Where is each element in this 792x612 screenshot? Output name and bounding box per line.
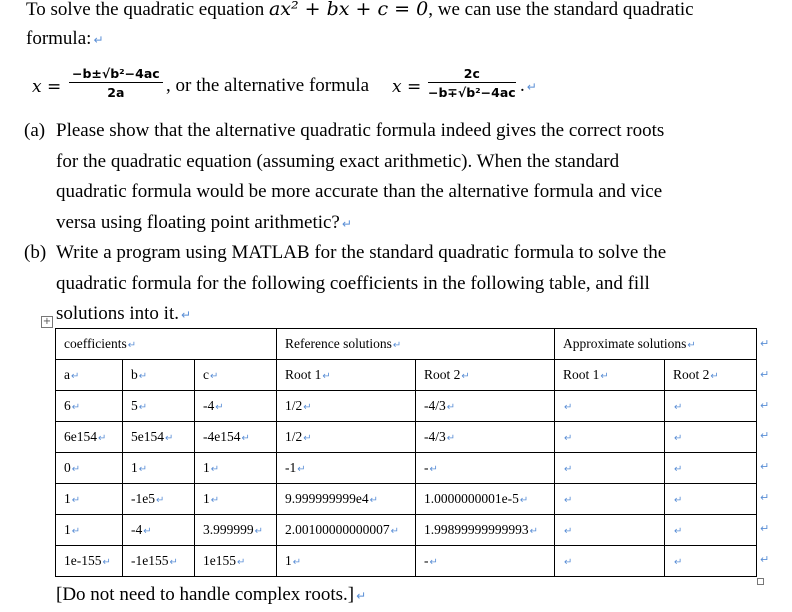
part-a-line-1: Please show that the alternative quadratic formula indeed gives the correct roots (56, 120, 665, 141)
table-row (56, 422, 757, 453)
intro-text-after: , we can use the standard quadratic (428, 0, 694, 20)
table-sub-header-row (56, 360, 757, 391)
cell-ref-root-1[interactable]: -1↵ (277, 453, 416, 484)
cell-approx-root-1[interactable]: ↵ (555, 391, 665, 422)
cell-a[interactable]: 0↵ (56, 453, 123, 484)
cell-approx-root-2[interactable]: ↵ (665, 391, 757, 422)
header-coefficients[interactable]: coefficients↵ (56, 329, 277, 360)
part-a-line-2: for the quadratic equation (assuming exact arithmetic). When the standard (56, 151, 620, 172)
cell-ref-root-1[interactable]: 1↵ (277, 546, 416, 577)
cell-ref-root-1[interactable]: 2.00100000000007↵ (277, 515, 416, 546)
cell-c[interactable]: -4↵ (195, 391, 277, 422)
cell-c[interactable]: -4e154↵ (195, 422, 277, 453)
cell-c[interactable]: 1↵ (195, 453, 277, 484)
table-row (56, 515, 757, 546)
cell-a[interactable]: 1↵ (56, 515, 123, 546)
formula-connector (166, 75, 369, 97)
cell-ref-root-2[interactable]: -↵ (416, 453, 555, 484)
paragraph-mark-icon: ↵ (356, 589, 367, 603)
table-group-header-row (56, 329, 757, 360)
header-ref-root-2[interactable]: Root 2↵ (416, 360, 555, 391)
cell-c[interactable]: 1↵ (195, 484, 277, 515)
table-row (56, 484, 757, 515)
intro-formula-label: formula: (26, 28, 92, 49)
cell-b[interactable]: 5e154↵ (123, 422, 195, 453)
footer-text: [Do not need to handle complex roots.] (56, 584, 355, 605)
header-reference-solutions[interactable]: Reference solutions↵ (277, 329, 555, 360)
cell-a[interactable]: 1e-155↵ (56, 546, 123, 577)
header-approximate-solutions[interactable]: Approximate solutions↵ (555, 329, 757, 360)
alternative-formula-fraction (428, 66, 516, 100)
cell-ref-root-1[interactable]: 1/2↵ (277, 391, 416, 422)
intro-line-1 (26, 0, 694, 21)
cell-ref-root-2[interactable]: -4/3↵ (416, 391, 555, 422)
part-a-label: (a) (24, 120, 46, 141)
cell-approx-root-1[interactable]: ↵ (555, 422, 665, 453)
paragraph-mark-icon: ↵ (341, 217, 352, 231)
cell-a[interactable]: 6↵ (56, 391, 123, 422)
cell-a[interactable]: 6e154↵ (56, 422, 123, 453)
standard-formula-fraction (69, 66, 163, 100)
part-b-line-3-text: solutions into it. (56, 303, 179, 324)
cell-ref-root-2[interactable]: -↵ (416, 546, 555, 577)
cell-b[interactable]: 5↵ (123, 391, 195, 422)
intro-text-before: To solve the quadratic equation (26, 0, 269, 20)
cell-b[interactable]: -1e155↵ (123, 546, 195, 577)
cell-approx-root-2[interactable]: ↵ (665, 453, 757, 484)
quadratic-equation: ax² + bx + c = 0 (268, 0, 429, 20)
header-b[interactable]: b↵ (123, 360, 195, 391)
row-end-mark-icon: ↵ (760, 429, 770, 443)
cell-c[interactable]: 1e155↵ (195, 546, 277, 577)
cell-approx-root-1[interactable]: ↵ (555, 453, 665, 484)
connector-text: , or the alternative formula (166, 75, 370, 96)
standard-denominator: 2a (107, 85, 125, 100)
x-equals-standard: x = (32, 77, 62, 97)
part-b-line-2: quadratic formula for the following coefficients in the following table, and fill (56, 273, 650, 294)
cell-approx-root-2[interactable]: ↵ (665, 546, 757, 577)
cell-ref-root-2[interactable]: -4/3↵ (416, 422, 555, 453)
table-move-handle-icon[interactable]: + (42, 316, 52, 327)
standard-numerator: −b±√b²−4ac (69, 66, 163, 83)
footer-note (56, 584, 366, 606)
paragraph-mark-icon: ↵ (526, 80, 537, 94)
header-ref-root-1[interactable]: Root 1↵ (277, 360, 416, 391)
cell-b[interactable]: -1e5↵ (123, 484, 195, 515)
header-approx-root-2[interactable]: Root 2↵ (665, 360, 757, 391)
row-end-mark-icon: ↵ (760, 521, 770, 535)
row-end-mark-icon: ↵ (760, 398, 770, 412)
coefficients-table (55, 328, 757, 577)
cell-ref-root-2[interactable]: 1.0000000001e-5↵ (416, 484, 555, 515)
table-resize-handle[interactable] (757, 578, 764, 585)
part-a-line-3: quadratic formula would be more accurate than the alternative formula and vice (56, 181, 663, 202)
intro-line-2 (26, 28, 104, 50)
part-b-label: (b) (24, 242, 47, 263)
cell-approx-root-1[interactable]: ↵ (555, 546, 665, 577)
cell-ref-root-1[interactable]: 1/2↵ (277, 422, 416, 453)
table-row (56, 546, 757, 577)
formula-period: . (520, 75, 525, 96)
cell-ref-root-2[interactable]: 1.99899999999993↵ (416, 515, 555, 546)
cell-approx-root-1[interactable]: ↵ (555, 484, 665, 515)
header-approx-root-1[interactable]: Root 1↵ (555, 360, 665, 391)
cell-a[interactable]: 1↵ (56, 484, 123, 515)
cell-b[interactable]: -4↵ (123, 515, 195, 546)
alternative-denominator: −b∓√b²−4ac (428, 85, 516, 100)
cell-c[interactable]: 3.999999↵ (195, 515, 277, 546)
cell-b[interactable]: 1↵ (123, 453, 195, 484)
part-b-line-1: Write a program using MATLAB for the standard quadratic formula to solve the (56, 242, 667, 263)
cell-approx-root-2[interactable]: ↵ (665, 484, 757, 515)
formula-end (520, 75, 537, 97)
row-end-mark-icon: ↵ (760, 367, 770, 381)
part-a-line-4 (56, 212, 352, 234)
row-end-mark-icon: ↵ (760, 491, 770, 504)
part-a-line-4-text: versa using floating point arithmetic? (56, 212, 340, 233)
alternative-numerator: 2c (428, 66, 516, 83)
table-row (56, 453, 757, 484)
row-end-mark-icon: ↵ (760, 460, 770, 474)
cell-approx-root-2[interactable]: ↵ (665, 515, 757, 546)
header-c[interactable]: c↵ (195, 360, 277, 391)
cell-approx-root-2[interactable]: ↵ (665, 422, 757, 453)
table-row (56, 391, 757, 422)
x-equals-alternative: x = (392, 77, 422, 97)
header-a[interactable]: a↵ (56, 360, 123, 391)
cell-approx-root-1[interactable]: ↵ (555, 515, 665, 546)
row-end-mark-icon: ↵ (760, 552, 770, 566)
part-b-line-3 (56, 303, 191, 325)
cell-ref-root-1[interactable]: 9.999999999e4↵ (277, 484, 416, 515)
paragraph-mark-icon: ↵ (93, 33, 104, 47)
paragraph-mark-icon: ↵ (181, 308, 192, 322)
row-end-mark-icon: ↵ (760, 337, 770, 350)
